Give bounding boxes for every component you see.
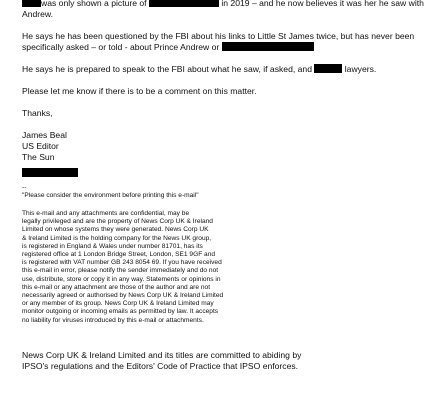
disclaimer-line: is registered with VAT number GB 243 8054 69. If you have received (22, 259, 222, 267)
disclaimer-line: no liability for viruses introduced by this e-mail or attachments. (22, 316, 204, 324)
redaction-bar (149, 0, 219, 7)
signature-redaction (22, 163, 78, 181)
paragraph-1-line-1: was only shown a picture of in 2019 – and he now believes it was her he saw with (22, 0, 424, 9)
disclaimer-line: this e-mail in error, please notify the sender immediately and do not (22, 267, 219, 275)
disclaimer-line: or any member of its group. News Corp UK & Ireland Limited may (22, 300, 214, 308)
redaction-bar (22, 0, 41, 7)
paragraph-4: Please let me know if there is to be a comment on this matter. (22, 86, 257, 96)
disclaimer-line: monitor outgoing or incoming emails as permitted by law. It accepts (22, 308, 219, 316)
paragraph-1-line-2: Andrew. (22, 9, 54, 19)
paragraph-2-line-1: He says he has been questioned by the FBI about his links to Little St James twice, but has never been (22, 31, 415, 41)
disclaimer-line: & Ireland Limited is the holding company for the News UK group, (22, 234, 212, 242)
disclaimer-line: registered office at 1 London Bridge Street, London, SE1 9GF and (22, 251, 216, 258)
paragraph-2-line-2: specifically asked – or told - about Prince Andrew or (22, 42, 314, 53)
environment-notice: "Please consider the environment before printing this e-mail" (22, 192, 199, 199)
disclaimer-separator: -- (22, 184, 27, 191)
ipso-footer-line-1: News Corp UK & Ireland Limited and its titles are committed to abiding by (22, 350, 302, 360)
disclaimer-line: use, distribute, store or copy it in any way. Statements or opinions in (22, 275, 221, 283)
paragraph-3: He says he is prepared to speak to the FBI about what he saw, if asked, and lawyers. (22, 64, 377, 74)
signature-publication: The Sun (22, 152, 55, 162)
signoff: Thanks, (22, 108, 53, 118)
disclaimer-line: legally privileged and are the property of News Corp UK & Ireland (22, 218, 213, 226)
redaction-bar (314, 64, 342, 73)
ipso-footer-line-2: IPSO's regulations and the Editors' Code of Practice that IPSO enforces. (22, 361, 299, 371)
disclaimer-line: is registered in England & Wales under number 81701, has its (22, 242, 203, 250)
redaction-bar (22, 168, 78, 177)
disclaimer-line: necessarily agreed or authorised by News Corp UK & Ireland Limited (22, 292, 224, 299)
disclaimer-line: This e-mail and any attachments are confidential, may be (22, 210, 190, 217)
disclaimer-line: Limited on whose systems they were generated. News Corp UK (22, 226, 209, 234)
signature-name: James Beal (22, 130, 67, 140)
redaction-bar (222, 42, 314, 51)
disclaimer-line: this e-mail or any attachment are those of the author and are not (22, 283, 211, 291)
signature-title: US Editor (22, 141, 59, 151)
